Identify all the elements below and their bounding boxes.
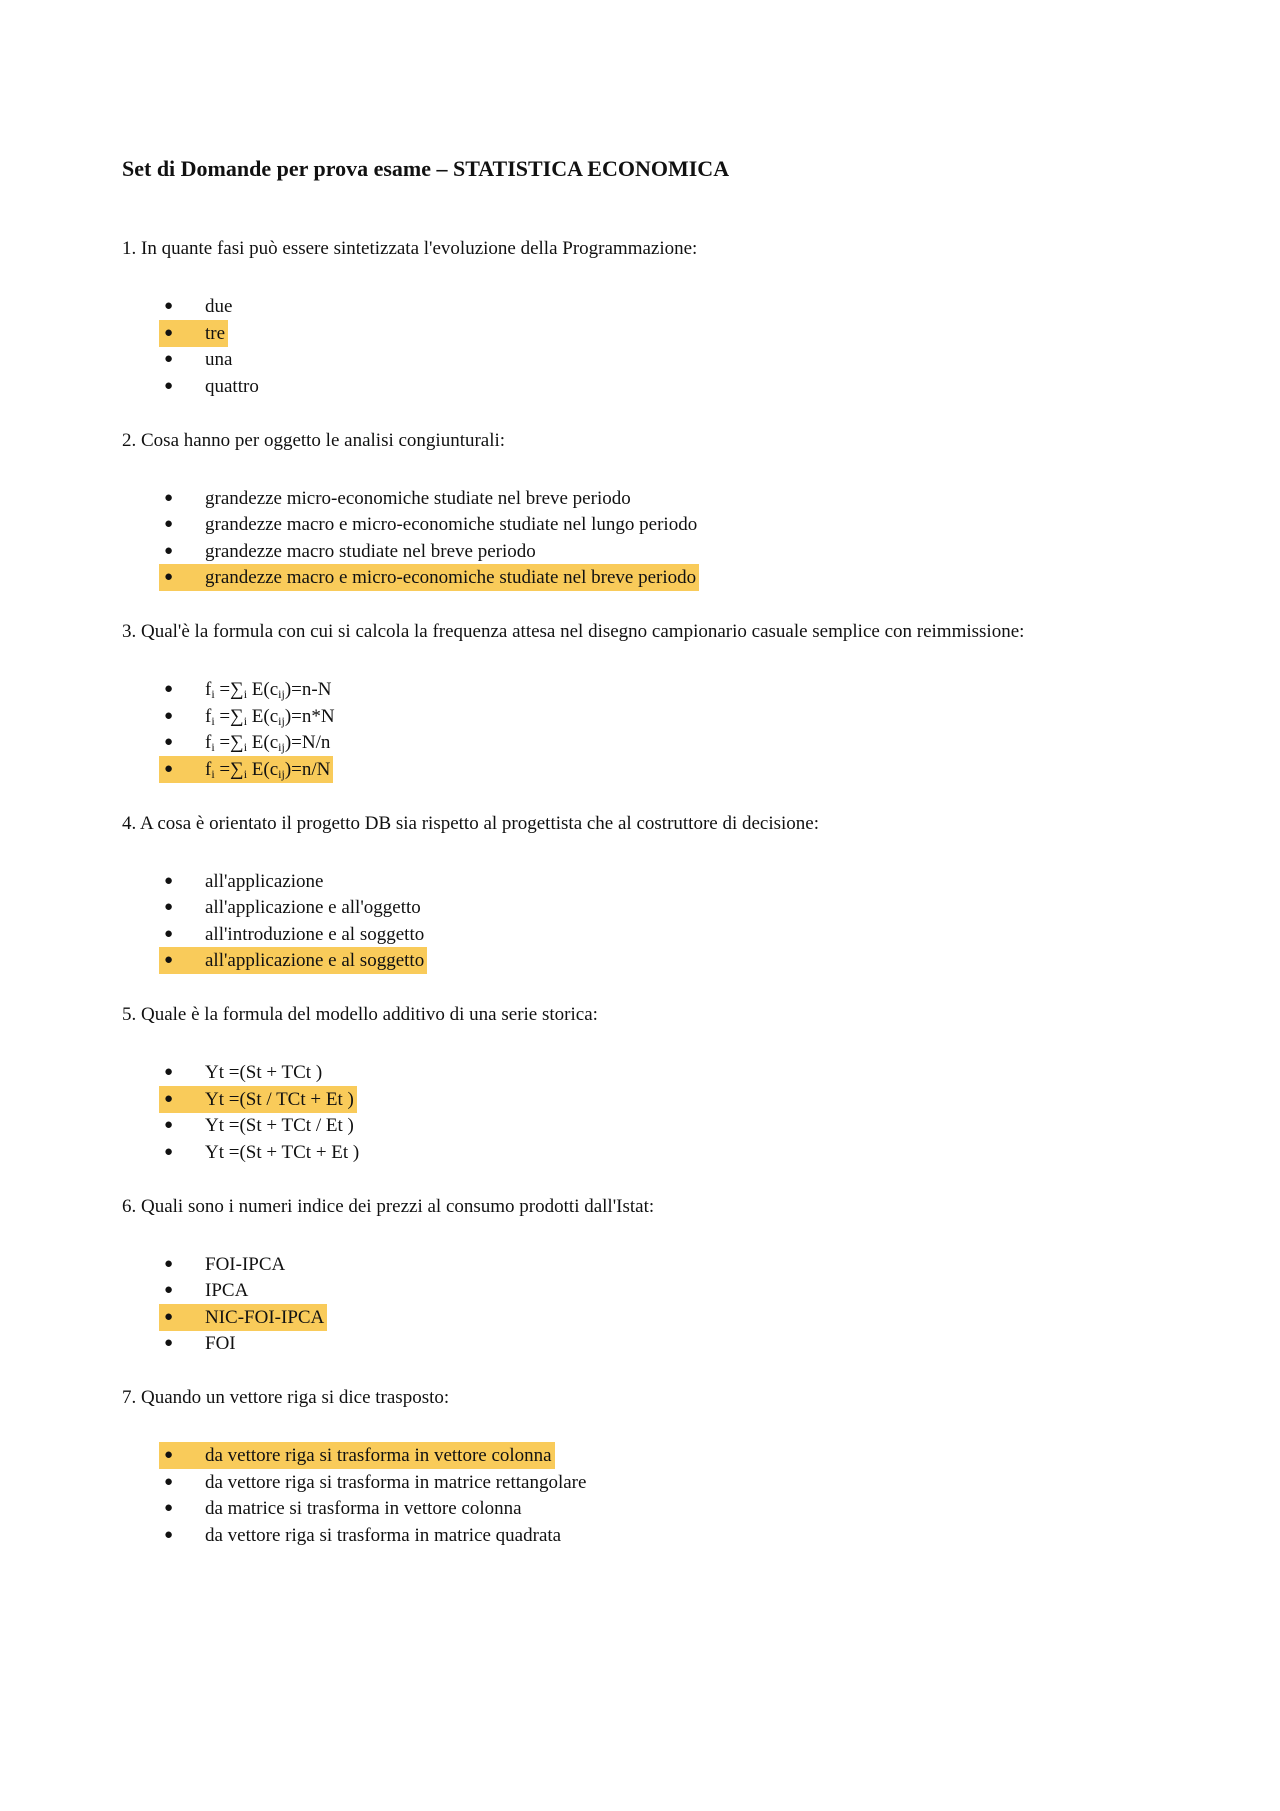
answer-option [122,373,697,400]
document-title: Set di Domande per prova esame – STATISTICA ECONOMICA [122,156,730,181]
bullet-icon: ● [164,351,174,367]
highlight [159,756,333,783]
answer-label: FOI-IPCA [205,1253,286,1275]
answer-label: una [205,349,233,370]
bullet-icon: ● [164,542,174,559]
question-text: 1. In quante fasi può essere sintetizzata l'evoluzione della Programmazione: [122,238,698,259]
question-1 [122,236,697,399]
answer-list [122,1059,598,1165]
answer-label: NIC-FOI-IPCA [205,1306,325,1328]
question-text: 6. Quali sono i numeri indice dei prezzi al consumo prodotti dall'Istat: [122,1195,655,1217]
bullet-icon: ● [164,899,174,915]
answer-label: da vettore riga si trasforma in matrice quadrata [205,1524,562,1546]
highlight [159,320,228,347]
answer-option [122,1522,589,1549]
answer-label: grandezze micro-economiche studiate nel breve periodo [205,487,631,509]
question-text: 4. A cosa è orientato il progetto DB sia rispetto al progettista che al costruttore di decisione: [122,812,820,834]
option-body [159,676,334,703]
highlight [159,1086,357,1113]
answer-label: due [205,296,233,317]
answer-label: da matrice si trasforma in vettore colonna [205,1498,522,1519]
answer-label: $f_i =\sum_i$ $E(c_{ij})=n*N$ [205,705,335,728]
option-body [159,1139,362,1166]
bullet-icon: ● [164,1143,174,1160]
answer-option [122,729,1024,756]
answer-label: Yt =(St + TCt ) [205,1062,323,1083]
bullet-icon: ● [164,298,174,314]
answer-label: all'introduzione e al soggetto [205,923,425,945]
answer-label: grandezze macro e micro-economiche studiate nel lungo periodo [205,514,698,535]
bullet-icon: ● [164,1064,174,1080]
answer-option-correct [122,1086,598,1113]
answer-label: $f_i =\sum_i$ $E(c_{ij})=n-N$ [205,679,332,701]
answer-label: quattro [205,375,259,397]
answer-option [122,485,700,512]
answer-option [122,1495,589,1522]
bullet-icon: ● [164,377,174,394]
question-text: 5. Quale è la formula del modello additivo di una serie storica: [122,1004,598,1025]
bullet-icon: ● [164,1255,174,1272]
bullet-icon: ● [164,1308,174,1325]
answer-option [122,868,819,895]
option-body [159,1251,288,1278]
answer-list [122,1442,589,1548]
question-7 [122,1385,589,1548]
answer-label: $f_i =\sum_i$ $E(c_{ij})=N/n$ [205,732,331,754]
bullet-icon: ● [164,1335,174,1351]
bullet-icon: ● [164,489,174,506]
answer-label: $f_i =\sum_i$ $E(c_{ij})=n/N$ [205,758,331,781]
option-body [159,346,235,373]
answer-option [122,511,700,538]
answer-option [122,293,697,320]
option-body [159,1059,325,1086]
answer-list [122,676,1024,782]
answer-option [122,1330,654,1357]
bullet-icon: ● [164,952,174,968]
bullet-icon: ● [164,1090,174,1107]
question-2 [122,428,700,591]
answer-option [122,1469,589,1496]
bullet-icon: ● [164,872,174,889]
answer-option [122,538,700,565]
bullet-icon: ● [164,1117,174,1133]
answer-label: Yt =(St + TCt / Et ) [205,1115,354,1136]
answer-label: tre [205,322,226,344]
option-body [159,703,338,730]
question-5 [122,1002,598,1165]
answer-label: all'applicazione e al soggetto [205,950,425,971]
question-4 [122,811,819,974]
bullet-icon: ● [164,1500,174,1516]
answer-option [122,703,1024,730]
answer-label: grandezze macro studiate nel breve periodo [205,540,536,562]
answer-label: da vettore riga si trasforma in matrice rettangolare [205,1471,587,1493]
option-body [159,1522,564,1549]
option-body [159,1495,525,1522]
bullet-icon: ● [164,681,174,697]
answer-option-correct [122,947,819,974]
answer-option [122,1251,654,1278]
bullet-icon: ● [164,324,174,341]
answer-label: Yt =(St + TCt + Et ) [205,1141,360,1163]
question-6 [122,1194,654,1357]
option-body [159,1330,239,1357]
option-body [159,894,424,921]
answer-option-correct [122,1304,654,1331]
answer-option [122,346,697,373]
highlight [159,564,699,591]
bullet-icon: ● [164,1447,174,1463]
question-text: 7. Quando un vettore riga si dice trasposto: [122,1387,450,1408]
answer-option [122,676,1024,703]
option-body [159,868,326,895]
answer-option-correct [122,756,1024,783]
question-3 [122,619,1024,782]
answer-option-correct [122,320,697,347]
answer-label: FOI [205,1333,236,1354]
answer-option [122,1277,654,1304]
option-body [159,485,634,512]
question-text: 3. Qual'è la formula con cui si calcola la frequenza attesa nel disegno campionario casuale semplice con reimmissione: [122,621,1025,642]
answer-label: all'applicazione e all'oggetto [205,897,421,918]
highlight [159,1304,327,1331]
bullet-icon: ● [164,1282,174,1298]
answer-list [122,293,697,399]
option-body [159,1277,251,1304]
answer-list [122,868,819,974]
answer-option-correct [122,564,700,591]
option-body [159,293,235,320]
answer-option [122,894,819,921]
bullet-icon: ● [164,569,174,585]
bullet-icon: ● [164,1526,174,1543]
answer-label: grandezze macro e micro-economiche studiate nel breve periodo [205,567,697,588]
answer-option-correct [122,1442,589,1469]
answer-option [122,921,819,948]
answer-option [122,1112,598,1139]
option-body [159,538,539,565]
question-text: 2. Cosa hanno per oggetto le analisi congiunturali: [122,429,506,451]
bullet-icon: ● [164,925,174,942]
answer-label: IPCA [205,1280,249,1301]
option-body [159,373,262,400]
answer-label: Yt =(St / TCt + Et ) [205,1088,354,1110]
bullet-icon: ● [164,734,174,750]
option-body [159,511,700,538]
option-body [159,1112,357,1139]
bullet-icon: ● [164,707,174,724]
option-body [159,729,333,756]
highlight [159,1442,555,1469]
answer-option [122,1059,598,1086]
bullet-icon: ● [164,516,174,532]
bullet-icon: ● [164,1473,174,1490]
answer-option [122,1139,598,1166]
answer-list [122,485,700,591]
option-body [159,921,427,948]
answer-label: da vettore riga si trasforma in vettore colonna [205,1445,552,1466]
highlight [159,947,427,974]
option-body [159,1469,589,1496]
bullet-icon: ● [164,760,174,777]
answer-list [122,1251,654,1357]
answer-label: all'applicazione [205,870,324,892]
